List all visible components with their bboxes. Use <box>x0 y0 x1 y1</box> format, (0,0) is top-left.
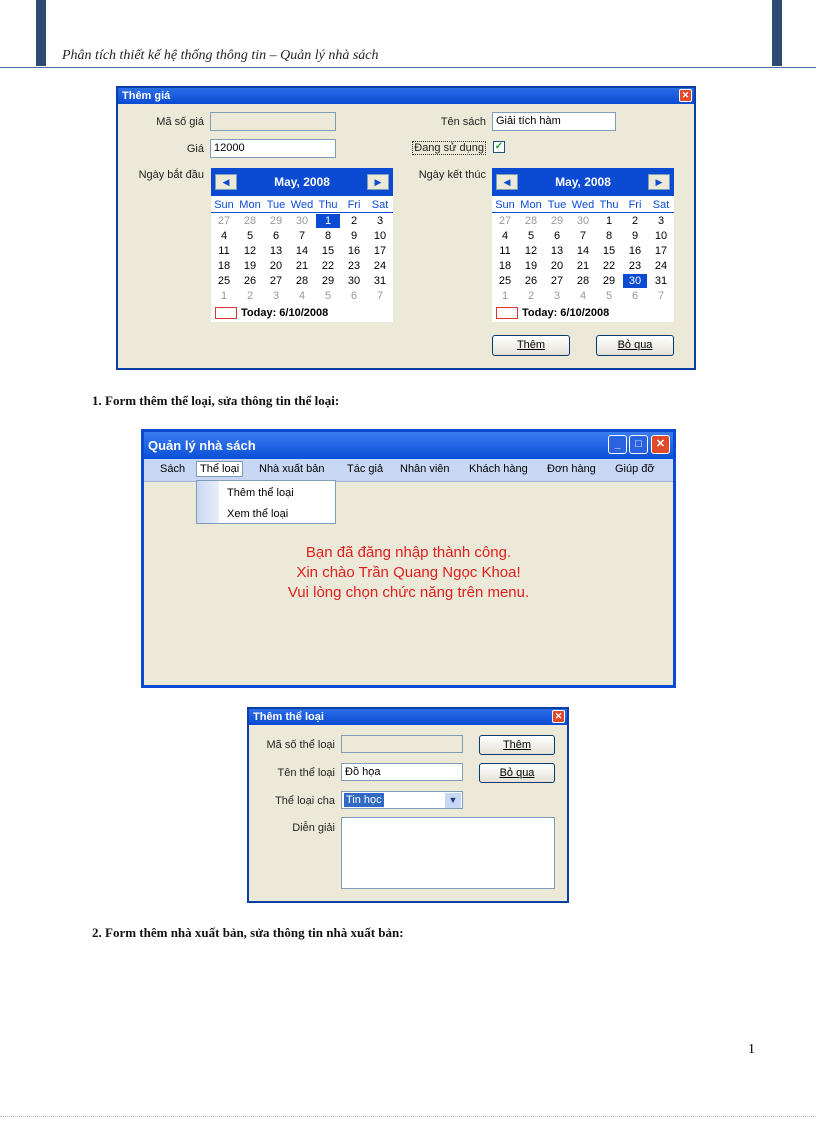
calendar-day[interactable]: 22 <box>602 260 616 272</box>
calendar-day[interactable]: 1 <box>605 215 613 227</box>
calendar-day[interactable]: 15 <box>602 245 616 257</box>
category-id-label: Mã số thể loại <box>266 739 335 751</box>
calendar-day[interactable]: 28 <box>524 215 538 227</box>
footer-rule <box>0 1116 816 1117</box>
calendar-day[interactable]: 31 <box>373 275 387 287</box>
welcome-line-3: Vui lòng chọn chức năng trên menu. <box>287 584 530 601</box>
skip-button[interactable] <box>479 763 555 783</box>
header-bar-right <box>772 0 782 66</box>
next-month-icon[interactable]: ▶ <box>367 174 389 190</box>
chevron-down-icon[interactable]: ▼ <box>445 793 461 808</box>
calendar-day[interactable]: 4 <box>298 290 306 302</box>
end-date-calendar[interactable] <box>492 168 674 322</box>
calendar-day[interactable]: 30 <box>347 275 361 287</box>
maximize-icon[interactable]: □ <box>629 435 648 454</box>
category-name-label: Tên thể loại <box>277 767 335 779</box>
today-marker-icon <box>215 307 237 319</box>
calendar-day[interactable]: 19 <box>524 260 538 272</box>
close-icon[interactable]: ✕ <box>552 710 565 723</box>
add-price-dialog <box>116 86 696 370</box>
calendar-day[interactable]: 29 <box>269 215 283 227</box>
calendar-day[interactable]: 6 <box>272 230 280 242</box>
in-use-label: Đang sử dụng <box>414 142 484 154</box>
in-use-checkbox[interactable]: ✓ <box>494 141 504 152</box>
menu-item-xem-the-loai[interactable]: Xem thể loại <box>227 508 289 520</box>
weekday-label: Sat <box>371 199 389 211</box>
calendar-day[interactable]: 26 <box>243 275 257 287</box>
skip-button-label: Bỏ qua <box>499 767 535 779</box>
price-field[interactable]: 12000 <box>210 139 336 158</box>
calendar-day[interactable]: 24 <box>654 260 668 272</box>
header-bar-left <box>36 0 46 66</box>
calendar-day[interactable]: 18 <box>498 260 512 272</box>
calendar-day[interactable]: 26 <box>524 275 538 287</box>
calendar-day[interactable]: 7 <box>376 290 384 302</box>
calendar-day[interactable]: 1 <box>501 290 509 302</box>
calendar-day[interactable]: 28 <box>243 215 257 227</box>
weekday-label: Tue <box>547 199 567 211</box>
calendar-day[interactable]: 29 <box>602 275 616 287</box>
calendar-day[interactable]: 5 <box>324 290 332 302</box>
calendar-day[interactable]: 7 <box>579 230 587 242</box>
calendar-day[interactable]: 9 <box>350 230 358 242</box>
calendar-day[interactable]: 12 <box>243 245 257 257</box>
calendar-day[interactable]: 27 <box>550 275 564 287</box>
calendar-day[interactable]: 11 <box>499 245 511 257</box>
calendar-day[interactable]: 4 <box>501 230 509 242</box>
calendar-day[interactable]: 5 <box>246 230 254 242</box>
menu-giup-do[interactable]: Giúp đỡ <box>615 463 655 475</box>
next-month-icon[interactable]: ▶ <box>648 174 670 190</box>
weekday-label: Thu <box>599 199 619 211</box>
calendar-day[interactable]: 8 <box>324 230 332 242</box>
welcome-line-2: Xin chào Trần Quang Ngọc Khoa! <box>296 564 521 581</box>
calendar-day[interactable]: 21 <box>295 260 309 272</box>
calendar-day[interactable]: 25 <box>498 275 512 287</box>
menu-nha-xuat-ban[interactable]: Nhà xuất bản <box>259 463 325 475</box>
weekday-label: Fri <box>347 199 361 211</box>
calendar-day[interactable]: 27 <box>217 215 231 227</box>
calendar-day[interactable]: 24 <box>373 260 387 272</box>
calendar-day[interactable]: 31 <box>654 275 668 287</box>
header-rule <box>0 67 816 68</box>
start-date-calendar[interactable] <box>211 168 393 322</box>
add-price-dialog-title: Thêm giá <box>118 88 694 104</box>
book-name-field[interactable]: Giải tích hàm <box>492 112 616 131</box>
weekday-label: Sun <box>214 199 234 211</box>
calendar-day[interactable]: 28 <box>295 275 309 287</box>
calendar-day[interactable]: 8 <box>605 230 613 242</box>
calendar-day[interactable]: 6 <box>631 290 639 302</box>
page-number: 1 <box>748 1042 755 1057</box>
calendar-day[interactable]: 15 <box>321 245 335 257</box>
minimize-icon[interactable]: _ <box>608 435 627 454</box>
calendar-day[interactable]: 13 <box>550 245 564 257</box>
weekday-label: Mon <box>239 199 261 211</box>
price-id-label: Mã số giá <box>156 116 204 128</box>
weekday-label: Sat <box>652 199 670 211</box>
today-label: Today: 6/10/2008 <box>241 307 329 319</box>
calendar-day[interactable]: 20 <box>550 260 564 272</box>
calendar-day[interactable]: 3 <box>553 290 561 302</box>
section-1-heading: 1. Form thêm thể loại, sửa thông tin thể loại: <box>92 393 340 408</box>
menu-the-loai[interactable]: Thể loại <box>196 461 243 477</box>
calendar-day[interactable]: 7 <box>298 230 306 242</box>
calendar-day[interactable]: 1 <box>220 290 228 302</box>
calendar-day[interactable]: 10 <box>654 230 668 242</box>
calendar-day[interactable]: 23 <box>347 260 361 272</box>
calendar-day[interactable]: 10 <box>373 230 387 242</box>
calendar-day[interactable]: 18 <box>217 260 231 272</box>
skip-button[interactable] <box>596 335 674 356</box>
calendar-day[interactable]: 16 <box>628 245 642 257</box>
add-button-label: Thêm <box>516 339 546 351</box>
category-name-field[interactable]: Đồ họa <box>341 763 463 781</box>
description-textarea[interactable] <box>341 817 555 889</box>
calendar-today[interactable] <box>496 306 609 320</box>
calendar-day[interactable]: 4 <box>220 230 228 242</box>
calendar-day[interactable]: 22 <box>321 260 335 272</box>
weekday-label: Mon <box>520 199 542 211</box>
calendar-day[interactable]: 13 <box>269 245 283 257</box>
calendar-day[interactable]: 9 <box>631 230 639 242</box>
book-name-label: Tên sách <box>440 116 486 128</box>
prev-month-icon[interactable]: ◀ <box>496 174 518 190</box>
calendar-day[interactable]: 5 <box>605 290 613 302</box>
calendar-day[interactable]: 30 <box>623 274 647 288</box>
end-date-label: Ngày kết thúc <box>418 169 486 181</box>
calendar-day[interactable]: 1 <box>316 214 340 228</box>
parent-category-select[interactable] <box>341 791 463 809</box>
menu-sach[interactable]: Sách <box>160 463 186 475</box>
weekday-label: Wed <box>290 199 314 211</box>
weekday-label: Tue <box>266 199 286 211</box>
calendar-day[interactable]: 3 <box>376 215 384 227</box>
calendar-day[interactable]: 25 <box>217 275 231 287</box>
today-label: Today: 6/10/2008 <box>522 307 610 319</box>
start-date-label: Ngày bắt đầu <box>138 169 204 181</box>
calendar-day[interactable]: 2 <box>631 215 639 227</box>
weekday-label: Thu <box>318 199 338 211</box>
weekday-label: Fri <box>628 199 642 211</box>
price-id-field[interactable] <box>210 112 336 131</box>
menu-item-them-the-loai[interactable]: Thêm thể loại <box>227 487 294 499</box>
welcome-line-1: Bạn đã đăng nhập thành công. <box>305 544 512 561</box>
add-category-dialog-title: Thêm thể loại <box>249 709 567 725</box>
calendar-day[interactable]: 6 <box>553 230 561 242</box>
section-2-heading: 2. Form thêm nhà xuất bản, sửa thông tin nhà xuất bản: <box>92 925 404 940</box>
calendar-day[interactable]: 29 <box>550 215 564 227</box>
parent-category-value: Tin học <box>346 794 382 806</box>
calendar-day[interactable]: 6 <box>350 290 358 302</box>
calendar-day[interactable]: 7 <box>657 290 665 302</box>
calendar-day[interactable]: 2 <box>527 290 535 302</box>
dropdown-stripe <box>197 481 219 523</box>
calendar-day[interactable]: 14 <box>295 245 309 257</box>
menu-khach-hang[interactable]: Khách hàng <box>469 463 528 475</box>
calendar-day[interactable]: 17 <box>654 245 668 257</box>
app-window-title: Quản lý nhà sách <box>144 432 673 459</box>
close-icon[interactable]: ✕ <box>679 89 692 102</box>
prev-month-icon[interactable]: ◀ <box>215 174 237 190</box>
calendar-day[interactable]: 3 <box>657 215 665 227</box>
close-icon[interactable]: ✕ <box>651 435 670 454</box>
weekday-label: Wed <box>571 199 595 211</box>
the-loai-dropdown <box>196 480 336 524</box>
calendar-day[interactable]: 30 <box>576 215 590 227</box>
calendar-month-label: May, 2008 <box>492 168 674 196</box>
menu-don-hang[interactable]: Đơn hàng <box>547 463 596 475</box>
calendar-day[interactable]: 19 <box>243 260 257 272</box>
calendar-day[interactable]: 21 <box>576 260 590 272</box>
calendar-day[interactable]: 2 <box>246 290 254 302</box>
weekday-label: Sun <box>495 199 515 211</box>
calendar-day[interactable]: 5 <box>527 230 535 242</box>
calendar-day[interactable]: 29 <box>321 275 335 287</box>
calendar-month-label: May, 2008 <box>211 168 393 196</box>
today-marker-icon <box>496 307 518 319</box>
calendar-day[interactable]: 2 <box>350 215 358 227</box>
menu-tac-gia[interactable]: Tác giả <box>347 463 384 475</box>
add-button[interactable] <box>479 735 555 755</box>
calendar-day[interactable]: 23 <box>628 260 642 272</box>
calendar-day[interactable]: 11 <box>218 245 230 257</box>
page-header-title: Phân tích thiết kế hệ thống thông tin – Quản lý nhà sách <box>62 48 379 63</box>
calendar-day[interactable]: 3 <box>272 290 280 302</box>
calendar-day[interactable]: 4 <box>579 290 587 302</box>
calendar-weekdays <box>211 198 393 213</box>
menu-bar <box>144 459 673 482</box>
calendar-weekdays <box>492 198 674 213</box>
parent-category-label: Thể loại cha <box>275 795 335 807</box>
add-button-label: Thêm <box>502 739 532 751</box>
skip-button-label: Bỏ qua <box>617 339 653 351</box>
calendar-day[interactable]: 12 <box>524 245 538 257</box>
price-label: Giá <box>186 143 204 155</box>
calendar-day[interactable]: 30 <box>295 215 309 227</box>
add-button[interactable] <box>492 335 570 356</box>
menu-nhan-vien[interactable]: Nhân viên <box>400 463 450 475</box>
category-id-field[interactable] <box>341 735 463 753</box>
calendar-day[interactable]: 27 <box>269 275 283 287</box>
calendar-day[interactable]: 14 <box>576 245 590 257</box>
app-window <box>141 429 676 688</box>
calendar-day[interactable]: 20 <box>269 260 283 272</box>
description-label: Diễn giải <box>292 822 335 834</box>
add-category-dialog <box>247 707 569 903</box>
calendar-day[interactable]: 28 <box>576 275 590 287</box>
calendar-day[interactable]: 17 <box>373 245 387 257</box>
calendar-today[interactable] <box>215 306 328 320</box>
calendar-day[interactable]: 16 <box>347 245 361 257</box>
calendar-day[interactable]: 27 <box>498 215 512 227</box>
